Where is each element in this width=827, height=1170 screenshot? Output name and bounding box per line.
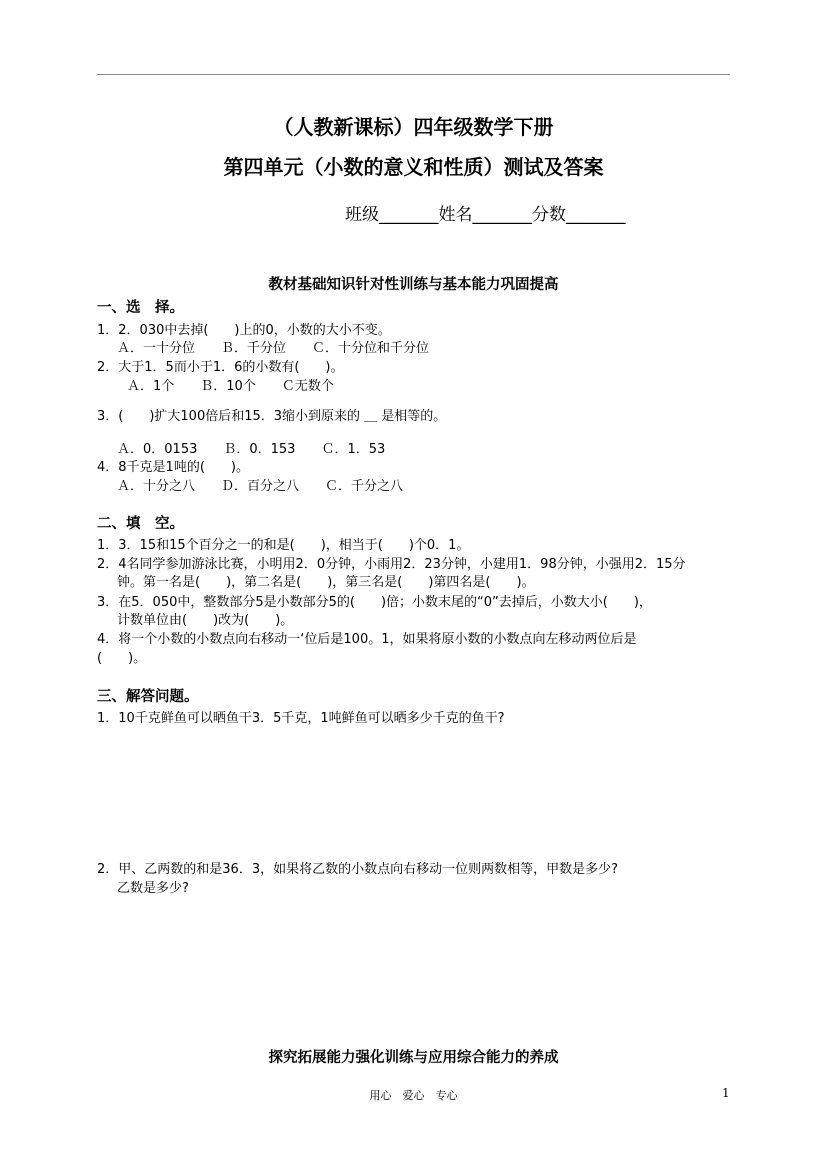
question-line-cont: 乙数是多少? xyxy=(117,881,189,896)
question-options: Ａ．1个 Ｂ．10个 Ｃ无数个 xyxy=(127,379,334,394)
question-line: 1．2．030中去掉( )上的0，小数的大小不变。 xyxy=(97,323,391,338)
part1-title: 教材基础知识针对性训练与基本能力巩固提高 xyxy=(268,277,559,293)
section-fill-heading: 二、填 空。 xyxy=(97,516,184,532)
question-options: Ａ．一十分位 Ｂ．千分位 Ｃ．十分位和千分位 xyxy=(117,341,430,356)
doc-title: （人教新课标）四年级数学下册 xyxy=(273,115,554,139)
question-line: 2．大于1．5而小于1．6的小数有( )。 xyxy=(97,360,344,375)
question-line: 2．甲、乙两数的和是36．3，如果将乙数的小数点向右移动一位则两数相等，甲数是多少? xyxy=(97,862,618,877)
question-line: 1．3．15和15个百分之一的和是( )，相当于( )个0．1。 xyxy=(97,538,470,553)
question-line: 4．将一个小数的小数点向右移动一‘位后是100。1，如果将原小数的小数点向左移动两位后是 xyxy=(97,632,637,647)
page-number: 1 xyxy=(722,1086,730,1100)
question-line: 4．8千克是1吨的( )。 xyxy=(97,460,249,475)
question-line-cont: 计数单位由( )改为( )。 xyxy=(117,613,294,628)
question-line: 3．( )扩大100倍后和15．3缩小到原来的 ＿ 是相等的。 xyxy=(97,409,447,424)
doc-subtitle: 第四单元（小数的意义和性质）测试及答案 xyxy=(223,155,604,179)
student-info-line: 班级_______姓名_______分数_______ xyxy=(345,205,626,225)
question-options: Ａ．十分之八 Ｄ．百分之八 Ｃ．千分之八 xyxy=(117,479,404,494)
footer-text: 用心 爱心 专心 xyxy=(369,1089,458,1102)
question-line: 1．10千克鲜鱼可以晒鱼干3．5千克，1吨鲜鱼可以晒多少千克的鱼干? xyxy=(97,711,505,726)
question-options: Ａ．0．0153 Ｂ．0．153 Ｃ．1．53 xyxy=(117,442,386,457)
question-line: 2．4名同学参加游泳比赛，小明用2．0分钟，小雨用2．23分钟，小建用1．98分钟，小强用2．15分 xyxy=(97,557,686,572)
header-rule xyxy=(97,74,730,75)
part2-title: 探究拓展能力强化训练与应用综合能力的养成 xyxy=(268,1050,559,1066)
question-line-cont: 钟。第一名是( )，第二名是( )，第三名是( )第四名是( )。 xyxy=(117,575,535,590)
question-line: 3．在5．050中，整数部分5是小数部分5的( )倍；小数末尾的“0”去掉后，小数大小( )， xyxy=(97,595,652,610)
question-line-cont: ( )。 xyxy=(97,651,147,666)
section-answer-heading: 三、解答问题。 xyxy=(97,689,199,705)
section-choice-heading: 一、选 择。 xyxy=(97,300,184,316)
